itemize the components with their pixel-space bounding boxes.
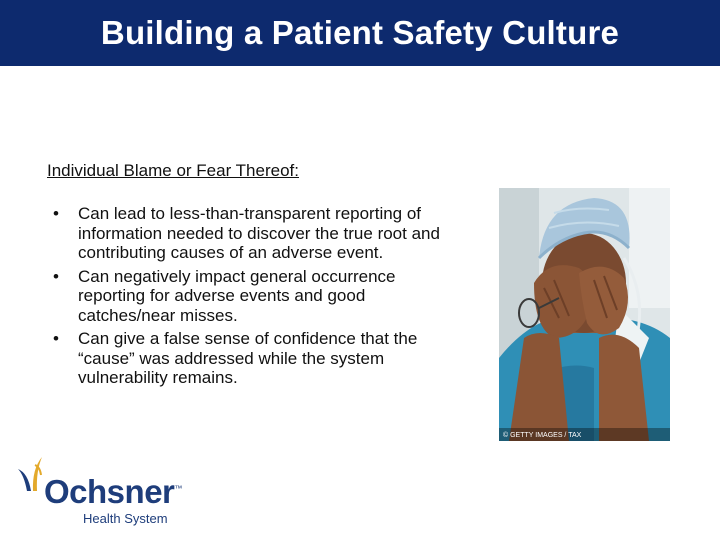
distressed-surgeon-photo: [499, 188, 670, 441]
bullet-text: Can negatively impact general occurrence reporting for adverse events and good catches/near misses.: [78, 266, 396, 325]
bullet-icon: •: [53, 204, 59, 223]
bullet-list: [50, 204, 460, 392]
title-bar: [0, 0, 720, 66]
bullet-text: Can give a false sense of confidence that the “cause” was addressed while the system vulnerability remains.: [78, 329, 418, 387]
bullet-icon: •: [53, 266, 59, 286]
logo-subtitle: Health System: [83, 511, 168, 526]
bullet-icon: •: [53, 329, 59, 348]
bullet-text: Can lead to less-than-transparent reporting of information needed to discover the true root and contributing causes of an adverse event.: [78, 204, 440, 262]
bullet-item: [50, 329, 460, 388]
photo-illustration: [499, 188, 670, 441]
logo-wordmark: Ochsner™: [44, 473, 182, 510]
slide-title: Building a Patient Safety Culture: [100, 14, 620, 51]
photo-credit: © GETTY IMAGES / TAX: [503, 432, 582, 439]
section-subheading: Individual Blame or Fear Thereof:: [47, 161, 299, 180]
bullet-item: [50, 267, 460, 326]
ochsner-logo: [14, 455, 204, 530]
bullet-item: [50, 204, 460, 263]
